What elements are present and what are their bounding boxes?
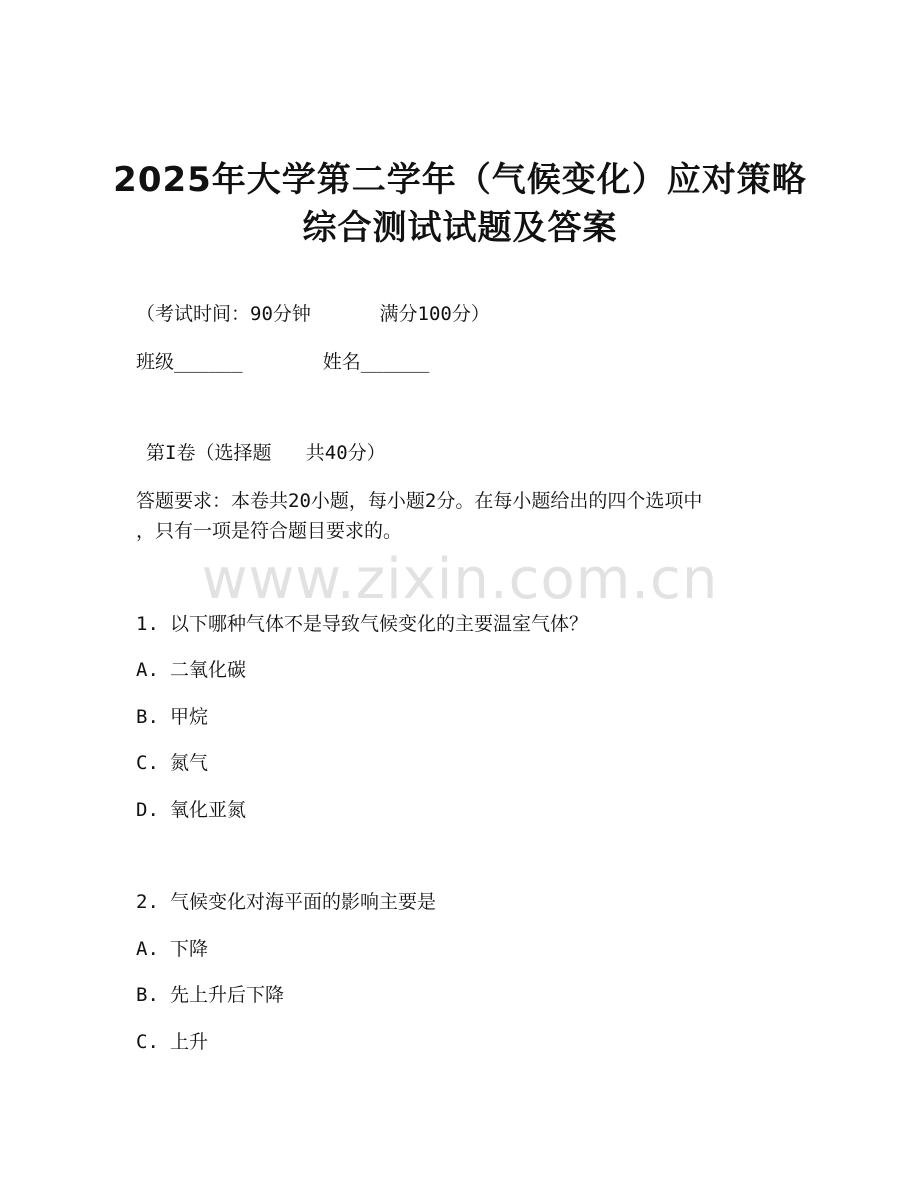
instructions-line-1: 答题要求：本卷共20小题，每小题2分。在每小题给出的四个选项中	[136, 490, 703, 512]
question-number: 2.	[136, 891, 159, 913]
question-text: 气候变化对海平面的影响主要是	[170, 891, 437, 913]
question-2-option-a	[136, 937, 208, 961]
question-text: 以下哪种气体不是导致气候变化的主要温室气体？	[170, 613, 589, 635]
watermark: www.zixin.com.cn	[201, 547, 719, 612]
option-text: 二氧化碳	[170, 659, 247, 681]
question-number: 1.	[136, 613, 159, 635]
option-text: 甲烷	[170, 706, 209, 728]
option-text: 下降	[170, 938, 209, 960]
question-1-option-a	[136, 658, 246, 682]
option-text: 氮气	[170, 752, 209, 774]
option-marker: D.	[136, 799, 159, 821]
question-1-option-d	[136, 798, 246, 822]
document-title-line-2: 综合测试试题及答案	[302, 208, 618, 248]
question-2	[136, 890, 436, 914]
option-marker: C.	[136, 1031, 159, 1053]
student-fields: 班级______ 姓名______	[136, 351, 430, 373]
question-2-option-b	[136, 983, 284, 1007]
option-text: 上升	[170, 1031, 209, 1053]
option-marker: B.	[136, 984, 159, 1006]
question-1	[136, 612, 588, 636]
instructions-line-2: ，只有一项是符合题目要求的。	[136, 520, 403, 542]
question-1-option-c	[136, 751, 208, 775]
document-title-line-1: 2025年大学第二学年（气候变化）应对策略	[113, 160, 807, 200]
option-marker: A.	[136, 659, 159, 681]
exam-info: （考试时间：90分钟 满分100分）	[136, 303, 490, 325]
question-2-option-c	[136, 1030, 208, 1054]
option-text: 氧化亚氮	[170, 799, 247, 821]
option-text: 先上升后下降	[170, 984, 285, 1006]
option-marker: C.	[136, 752, 159, 774]
option-marker: B.	[136, 706, 159, 728]
section-heading: 第I卷（选择题 共40分）	[146, 442, 386, 464]
question-1-option-b	[136, 705, 208, 729]
option-marker: A.	[136, 938, 159, 960]
